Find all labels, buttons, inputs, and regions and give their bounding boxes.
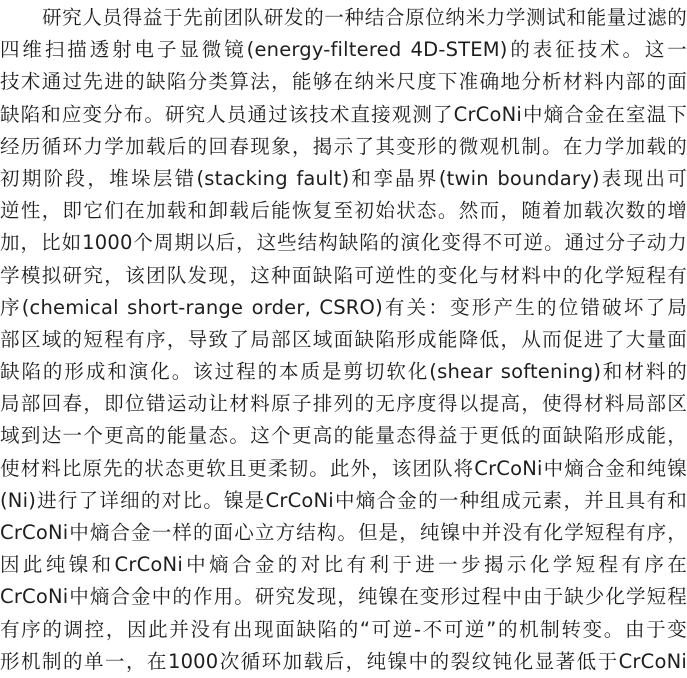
text-line: 因此纯镍和CrCoNi中熵合金的对比有利于进一步揭示化学短程有序在 xyxy=(0,553,687,577)
text-line: 部区域的短程有序，导致了局部区域面缺陷形成能降低，从而促进了大量面 xyxy=(0,327,687,351)
text-line: 域到达一个更高的能量态。这个更高的能量态得益于更低的面缺陷形成能， xyxy=(0,424,687,448)
text-line: CrCoNi中熵合金中的作用。研究发现，纯镍在变形过程中由于缺少化学短程 xyxy=(0,585,687,609)
text-line: 有序的调控，因此并没有出现面缺陷的“可逆-不可逆”的机制转变。由于变 xyxy=(0,617,687,641)
text-line: 四维扫描透射电子显微镜(energy-filtered 4D-STEM)的表征技术。这一 xyxy=(0,38,687,62)
text-line: 使材料比原先的状态更软且更柔韧。此外，该团队将CrCoNi中熵合金和纯镍 xyxy=(0,456,687,480)
text-line: 加，比如1000个周期以后，这些结构缺陷的演化变得不可逆。通过分子动力 xyxy=(0,231,687,255)
text-line: (Ni)进行了详细的对比。镍是CrCoNi中熵合金的一种组成元素，并且具有和 xyxy=(0,488,687,512)
text-line: 经历循环力学加载后的回春现象，揭示了其变形的微观机制。在力学加载的 xyxy=(0,134,687,158)
text-line: 逆性，即它们在加载和卸载后能恢复至初始状态。然而，随着加载次数的增 xyxy=(0,199,687,223)
text-line: 局部回春，即位错运动让材料原子排列的无序度得以提高，使得材料局部区 xyxy=(0,392,687,416)
text-line: CrCoNi中熵合金一样的面心立方结构。但是，纯镍中并没有化学短程有序， xyxy=(0,521,687,544)
text-line: 序(chemical short-range order, CSRO)有关：变形产生的位错破坏了局 xyxy=(0,295,687,319)
text-line: 缺陷和应变分布。研究人员通过该技术直接观测了CrCoNi中熵合金在室温下 xyxy=(0,102,687,126)
text-line: 缺陷的形成和演化。该过程的本质是剪切软化(shear softening)和材料的 xyxy=(0,360,687,384)
text-line: 初期阶段，堆垛层错(stacking fault)和孪晶界(twin boundary)表现出可 xyxy=(0,166,687,190)
text-line: 形机制的单一，在1000次循环加载后，纯镍中的裂纹钝化显著低于CrCoNi xyxy=(0,649,687,673)
text-line: 研究人员得益于先前团队研发的一种结合原位纳米力学测试和能量过滤的 xyxy=(42,6,687,29)
text-line: 技术通过先进的缺陷分类算法，能够在纳米尺度下准确地分析材料内部的面 xyxy=(0,70,687,94)
article-paragraph xyxy=(0,2,687,678)
text-line: 学模拟研究，该团队发现，这种面缺陷可逆性的变化与材料中的化学短程有 xyxy=(0,263,687,287)
